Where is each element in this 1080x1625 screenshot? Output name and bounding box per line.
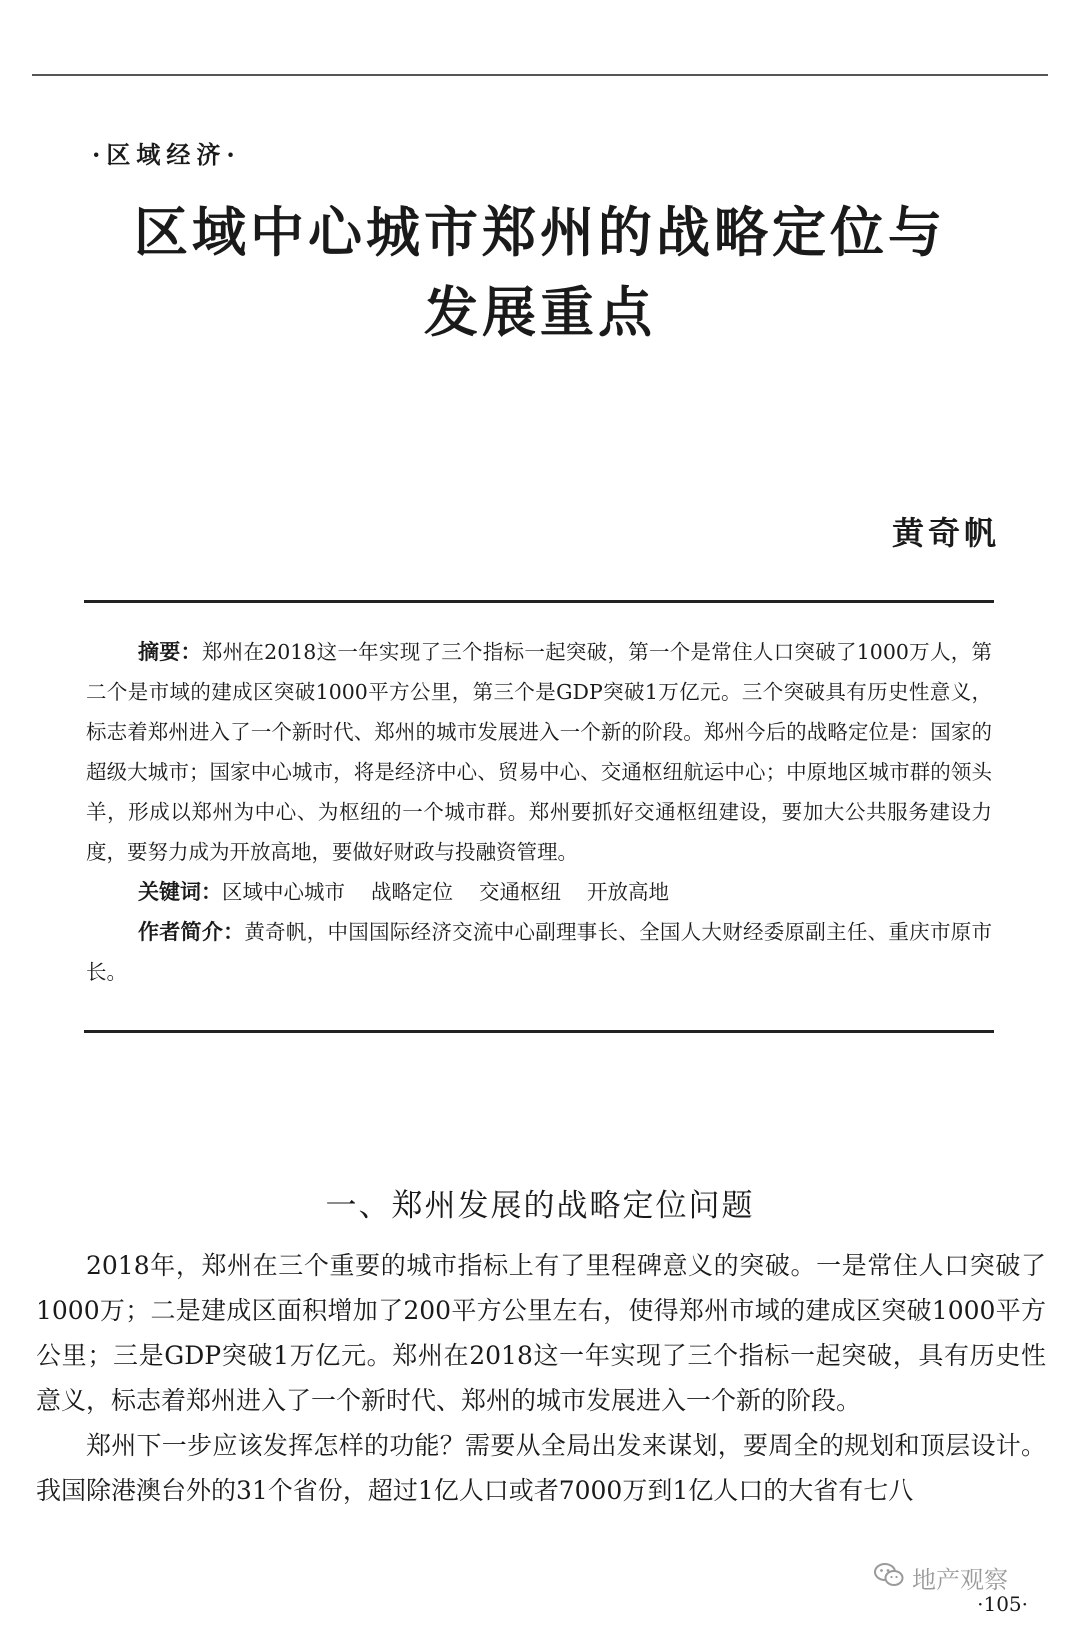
keyword: 区域中心城市 — [222, 880, 345, 904]
watermark — [874, 1560, 1008, 1595]
summary-label: 摘要： — [138, 640, 202, 664]
keyword: 战略定位 — [371, 880, 453, 904]
abstract-bottom-rule — [84, 1030, 994, 1033]
article-title-line2: 发展重点 — [424, 280, 656, 344]
abstract-top-rule — [84, 600, 994, 603]
bio-text: 黄奇帆，中国国际经济交流中心副理事长、全国人大财经委原副主任、重庆市原市长。 — [86, 920, 992, 984]
author-bio — [86, 912, 992, 992]
abstract-keywords — [86, 872, 992, 912]
keywords-label: 关键词： — [138, 880, 222, 904]
body-paragraph: 郑州下一步应该发挥怎样的功能？需要从全局出发来谋划，要周全的规划和顶层设计。我国除港澳台外的31个省份，超过1亿人口或者7000万到1亿人口的大省有七八 — [36, 1431, 1046, 1505]
column-tag: ·区域经济· — [92, 140, 241, 169]
keyword: 开放高地 — [587, 880, 669, 904]
author-name: 黄奇帆 — [891, 514, 1000, 552]
abstract-summary — [86, 632, 992, 872]
article-title-line1: 区域中心城市郑州的战略定位与 — [134, 200, 946, 264]
bio-label: 作者简介： — [138, 920, 245, 944]
wechat-icon — [874, 1562, 904, 1594]
watermark-text: 地产观察 — [912, 1566, 1008, 1594]
page-number: ·105· — [977, 1592, 1028, 1616]
top-rule — [32, 74, 1048, 76]
abstract-block — [86, 632, 992, 992]
keyword: 交通枢纽 — [479, 880, 561, 904]
summary-text: 郑州在2018这一年实现了三个指标一起突破，第一个是常住人口突破了1000万人，第二个是市域的建成区突破1000平方公里，第三个是GDP突破1万亿元。三个突破具有历史性意义，标志着郑州进入了一个新时代、郑州的城市发展进入一个新的阶段。郑州今后的战略定位是：国家的超级大城市；国家中心城市，将是经济中心、贸易中心、交通枢纽航运中心；中原地区城市群的领头羊，形成以郑州为中心、为枢纽的一个城市群。郑州要抓好交通枢纽建设，要加大公共服务建设力度，要努力成为开放高地，要做好财政与投融资管理。 — [86, 640, 993, 864]
body-paragraph: 2018年，郑州在三个重要的城市指标上有了里程碑意义的突破。一是常住人口突破了1000万；二是建成区面积增加了200平方公里左右，使得郑州市域的建成区突破1000平方公里；三是GDP突破1万亿元。郑州在2018这一年实现了三个指标一起突破，具有历史性意义，标志着郑州进入了一个新时代、郑州的城市发展进入一个新的阶段。 — [36, 1251, 1046, 1415]
section-heading: 一、郑州发展的战略定位问题 — [325, 1188, 755, 1224]
body-text — [36, 1243, 1046, 1513]
